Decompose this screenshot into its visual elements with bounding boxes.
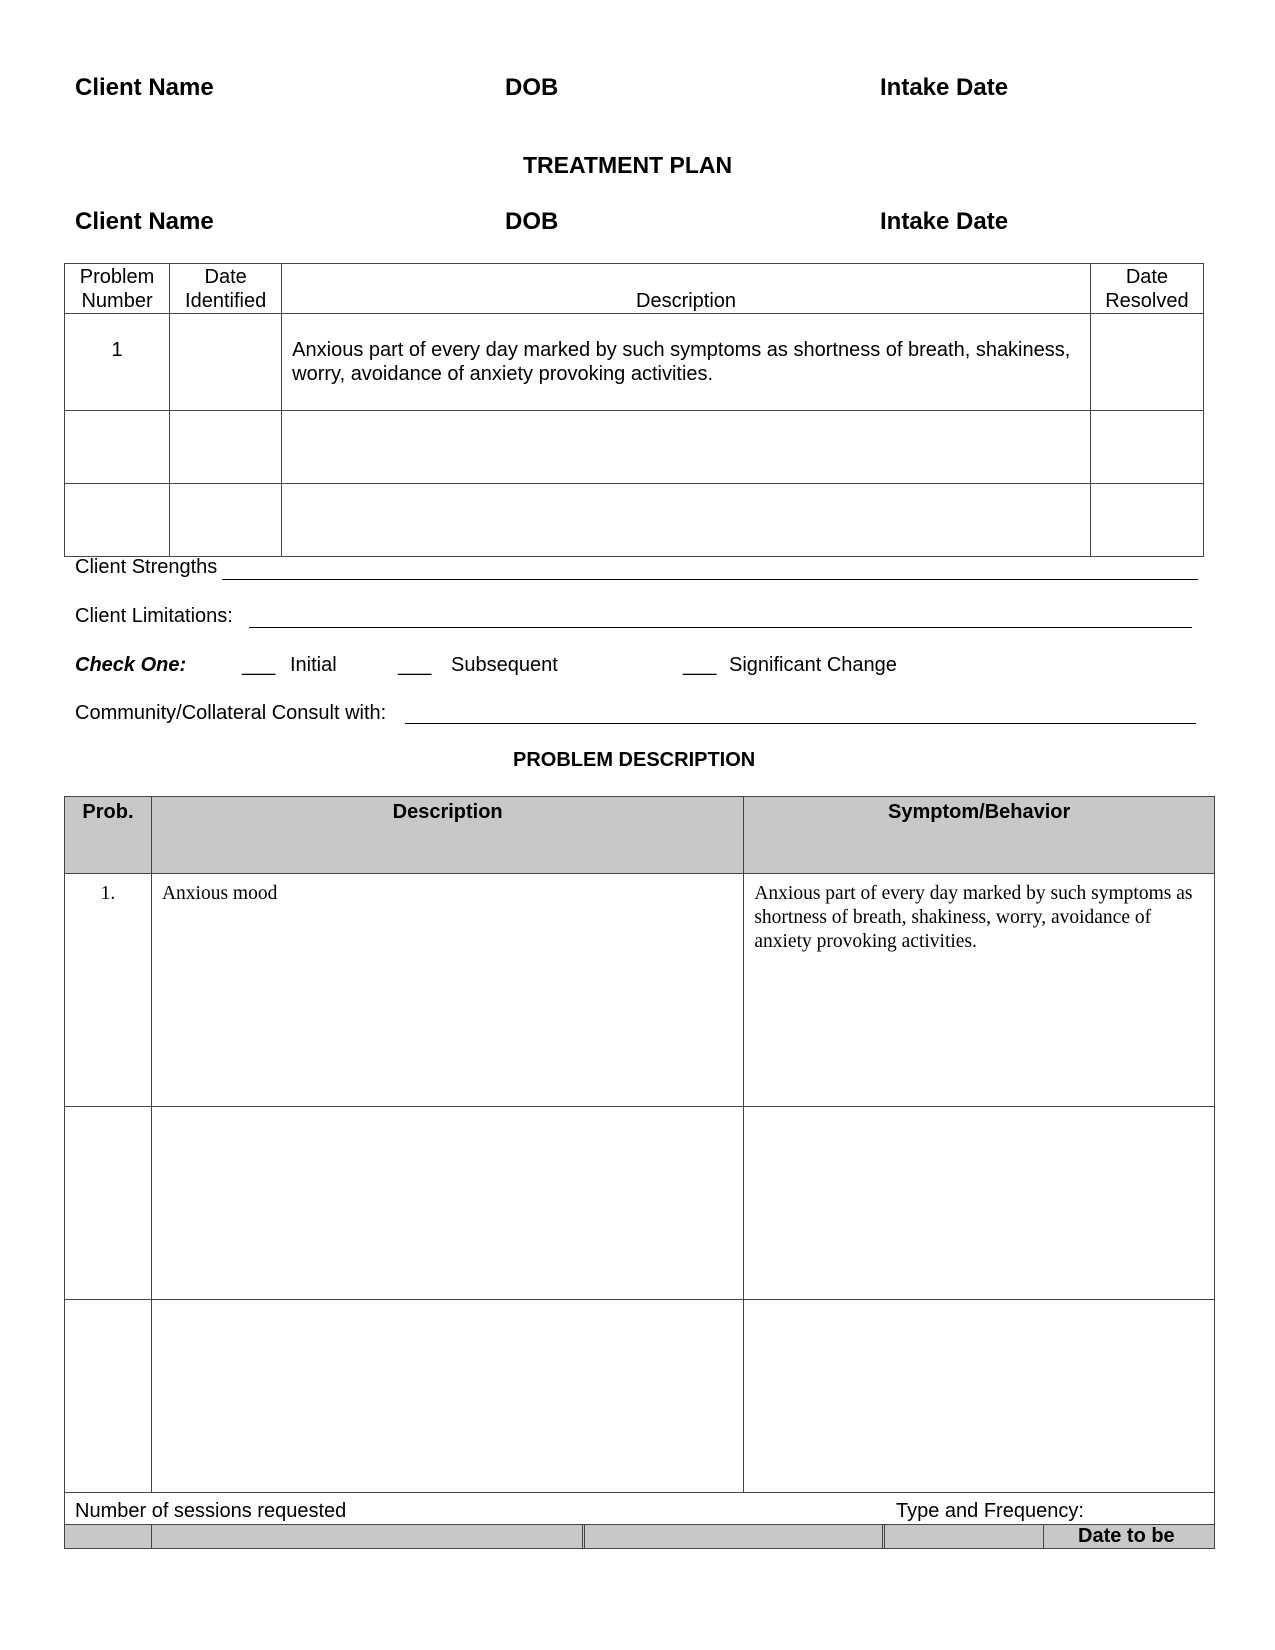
- client-name-label: Client Name: [75, 74, 214, 101]
- page-title: TREATMENT PLAN: [523, 152, 733, 178]
- table-row: [65, 1300, 1215, 1493]
- date-resolved-cell[interactable]: [1090, 411, 1203, 484]
- initial-checkbox-blank[interactable]: ___: [242, 654, 276, 676]
- date-to-be-label: Date to be: [1078, 1525, 1175, 1547]
- symptom-cell[interactable]: [744, 1300, 1215, 1493]
- table-header-row: [65, 797, 1215, 874]
- footer-divider: [582, 1525, 583, 1548]
- description-cell[interactable]: Anxious part of every day marked by such symptoms as shortness of breath, shakiness, worry, avoidance of anxiety provoking activities.: [282, 314, 1091, 411]
- intake-date-label: Intake Date: [880, 74, 1009, 101]
- description-cell[interactable]: [151, 1107, 743, 1300]
- check-one-label: Check One:: [75, 654, 187, 676]
- client-limitations-line[interactable]: [249, 627, 1192, 628]
- dob-label-2: DOB: [505, 208, 559, 235]
- description-cell[interactable]: [282, 484, 1091, 557]
- option-initial-label: Initial: [290, 654, 337, 676]
- footer-divider: [584, 1525, 585, 1548]
- symptom-cell[interactable]: Anxious part of every day marked by such symptoms as shortness of breath, shakiness, worry, avoidance of anxiety provoking activities.: [744, 874, 1215, 1107]
- date-identified-cell[interactable]: [170, 314, 282, 411]
- header-problem-number: Problem Number: [65, 264, 170, 314]
- client-strengths-label: Client Strengths: [75, 556, 218, 578]
- table-row: [65, 874, 1215, 1107]
- header-description: Description: [282, 264, 1091, 314]
- description-cell[interactable]: [151, 1300, 743, 1493]
- table-row: [65, 1107, 1215, 1300]
- footer-divider: [1043, 1525, 1044, 1548]
- option-significant-change-label: Significant Change: [729, 654, 897, 676]
- date-resolved-cell[interactable]: [1090, 484, 1203, 557]
- problem-description-table: [64, 796, 1215, 1493]
- header-date-resolved: Date Resolved: [1090, 264, 1203, 314]
- table-row: [65, 314, 1204, 411]
- problem-number-cell[interactable]: [65, 411, 170, 484]
- consult-label: Community/Collateral Consult with:: [75, 702, 387, 724]
- footer-divider: [882, 1525, 883, 1548]
- significant-checkbox-blank[interactable]: ___: [683, 654, 717, 676]
- table-row: [65, 484, 1204, 557]
- description-cell[interactable]: [282, 411, 1091, 484]
- client-strengths-line[interactable]: [222, 579, 1198, 580]
- table-row: [65, 411, 1204, 484]
- option-subsequent-label: Subsequent: [451, 654, 558, 676]
- client-name-label-2: Client Name: [75, 208, 214, 235]
- consult-line[interactable]: [405, 723, 1196, 724]
- subsequent-checkbox-blank[interactable]: ___: [398, 654, 432, 676]
- sessions-requested-label: Number of sessions requested: [75, 1500, 347, 1522]
- header-prob: Prob.: [65, 797, 152, 874]
- date-identified-cell[interactable]: [170, 411, 282, 484]
- client-limitations-label: Client Limitations:: [75, 605, 233, 627]
- prob-cell[interactable]: [65, 1107, 152, 1300]
- type-frequency-label: Type and Frequency:: [896, 1500, 1084, 1522]
- prob-cell[interactable]: 1.: [65, 874, 152, 1107]
- symptom-cell[interactable]: [744, 1107, 1215, 1300]
- problem-number-cell[interactable]: [65, 484, 170, 557]
- date-identified-cell[interactable]: [170, 484, 282, 557]
- description-cell[interactable]: Anxious mood: [151, 874, 743, 1107]
- problem-description-title: PROBLEM DESCRIPTION: [513, 749, 756, 771]
- header-symptom-behavior: Symptom/Behavior: [744, 797, 1215, 874]
- table-header-row: [65, 264, 1204, 314]
- footer-divider: [151, 1525, 152, 1548]
- prob-cell[interactable]: [65, 1300, 152, 1493]
- footer-divider: [884, 1525, 885, 1548]
- footer-header-bar: [64, 1524, 1215, 1549]
- problems-table: [64, 263, 1204, 557]
- header-date-identified: Date Identified: [170, 264, 282, 314]
- problem-number-cell[interactable]: 1: [65, 314, 170, 411]
- dob-label: DOB: [505, 74, 559, 101]
- header-description: Description: [151, 797, 743, 874]
- date-resolved-cell[interactable]: [1090, 314, 1203, 411]
- intake-date-label-2: Intake Date: [880, 208, 1009, 235]
